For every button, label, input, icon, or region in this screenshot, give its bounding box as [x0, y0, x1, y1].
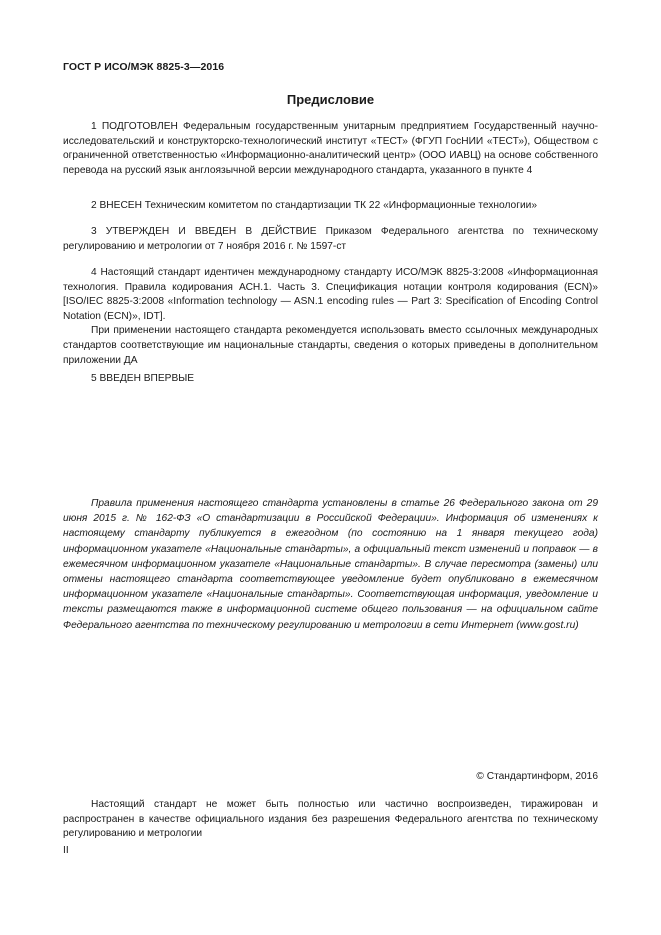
item-5-text: 5 ВВЕДЕН ВПЕРВЫЕ — [91, 373, 195, 384]
item-5 — [63, 372, 598, 387]
item-3-text: 3 УТВЕРЖДЕН И ВВЕДЕН В ДЕЙСТВИЕ Приказом Федерального агентства по техническому регулированию и метрологии от 7 ноября 2016 г. № 1597-ст — [63, 226, 598, 252]
item-2 — [63, 199, 598, 214]
application-notice: Правила применения настоящего стандарта установлены в статье 26 Федерального закона от 29 июня 2015 г. № 162-ФЗ «О стандартизации в Российской Федерации». Информация об изменениях к настоящему стандарту публикуется в ежегодном (по состоянию на 1 января текущего года) информационном указателе «Национальные стандарты», а официальный текст изменений и поправок — в ежемесячном информационном указателе «Национальные стандарты». В случае пересмотра (замены) или отмены настоящего стандарта соответствующее уведомление будет опубликовано в ежемесячном информационном указателе «Национальные стандарты». Соответствующая информация, уведомление и тексты размещаются также в информационной системе общего пользования — на официальном сайте Федерального агентства по техническому регулированию и метрологии в сети Интернет (www.gost.ru) — [63, 498, 598, 631]
standard-code-header: ГОСТ Р ИСО/МЭК 8825-3—2016 — [63, 61, 225, 73]
item-4 — [63, 266, 598, 368]
copyright: © Стандартинформ, 2016 — [476, 771, 598, 782]
page-number: II — [63, 845, 69, 856]
item-1 — [63, 120, 598, 178]
item-1-text: 1 ПОДГОТОВЛЕН Федеральным государственным унитарным предприятием Государственный научно-исследовательский и конструкторско-технологический институт «ТЕСТ» (ФГУП ГосНИИ «ТЕСТ»), Обществом с ограниченной ответственностью «Информационно-аналитический центр» (ООО ИАВЦ) на основе собственного перевода на русский язык англоязычной версии международного стандарта, указанного в пункте 4 — [63, 121, 598, 176]
item-2-text: 2 ВНЕСЕН Техническим комитетом по стандартизации ТК 22 «Информационные технологии» — [91, 200, 537, 211]
item-4-note: При применении настоящего стандарта рекомендуется использовать вместо ссылочных международных стандартов соответствующие им национальные стандарты, сведения о которых приведены в дополнительном приложении ДА — [63, 325, 598, 366]
reproduction-notice: Настоящий стандарт не может быть полностью или частично воспроизведен, тиражирован и распространен в качестве официального издания без разрешения Федерального агентства по техническому регулированию и метрологии — [63, 799, 598, 840]
item-4-text: 4 Настоящий стандарт идентичен международному стандарту ИСО/МЭК 8825-3:2008 «Информационная технология. Правила кодирования АСН.1. Часть 3. Спецификация нотации контроля кодирования (ECN)» [ISO/IEC 8825-3:2008 «Information technology — ASN.1 encoding rules — Part 3: Specification of Encoding Control Notation (ECN)», IDT]. — [63, 267, 598, 322]
item-3 — [63, 225, 598, 254]
page-title: Предисловие — [286, 92, 375, 107]
